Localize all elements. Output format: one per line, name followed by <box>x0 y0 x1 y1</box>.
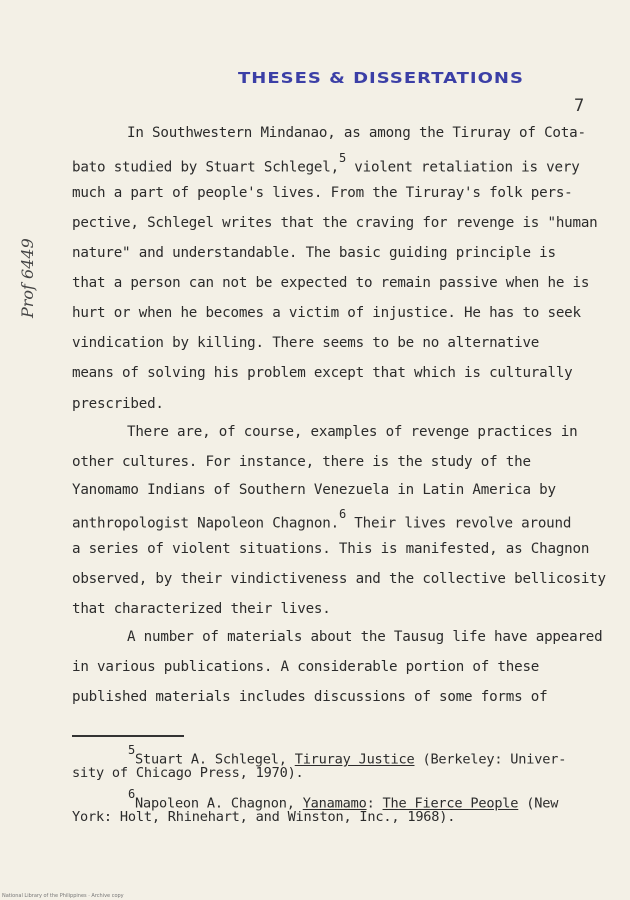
footnote-title: The Fierce People <box>382 795 519 812</box>
body-text: Their lives revolve around <box>345 515 572 532</box>
footnote-title: Tiruray Justice <box>294 751 415 768</box>
body-line: There are, of course, examples of revenge practices in <box>127 424 578 440</box>
body-text: anthropologist Napoleon Chagnon. <box>72 515 339 532</box>
body-line: that a person can not be expected to remain passive when he is <box>72 275 590 291</box>
page-number: 7 <box>574 96 585 116</box>
scan-footer: National Library of the Philippines · Archive copy <box>2 893 124 899</box>
body-line: vindication by killing. There seems to be no alternative <box>72 335 540 351</box>
body-line: other cultures. For instance, there is the study of the <box>72 454 531 470</box>
body-line: Yanomamo Indians of Southern Venezuela in Latin America by <box>72 482 556 498</box>
body-line: A number of materials about the Tausug life have appeared <box>127 629 603 645</box>
body-line: much a part of people's lives. From the Tiruray's folk pers- <box>72 185 573 201</box>
footnote-marker: 5 <box>128 743 136 757</box>
body-line: published materials includes discussions of some forms of <box>72 689 548 705</box>
footnote-text: : <box>366 795 383 812</box>
body-line: hurt or when he becomes a victim of injustice. He has to seek <box>72 305 581 321</box>
body-text: violent retaliation is very <box>345 159 580 176</box>
footnote-ref: 6 <box>338 507 346 521</box>
body-line: a series of violent situations. This is manifested, as Chagnon <box>72 541 590 557</box>
footnote-text: (Berkeley: Univer- <box>414 751 567 768</box>
body-line: nature" and understandable. The basic guiding principle is <box>72 245 556 261</box>
body-line: prescribed. <box>72 396 164 412</box>
footnote-ref: 5 <box>338 151 346 165</box>
body-line: pective, Schlegel writes that the craving for revenge is "human <box>72 215 598 231</box>
footnote-marker: 6 <box>128 787 136 801</box>
theses-dissertations-stamp: THESES & DISSERTATIONS <box>238 69 524 88</box>
footnote-5-line2: sity of Chicago Press, 1970). <box>72 765 304 781</box>
handwritten-margin-note: Prof 6449 <box>18 238 37 318</box>
body-line: that characterized their lives. <box>72 601 331 617</box>
body-line: In Southwestern Mindanao, as among the Tiruray of Cota- <box>127 125 586 141</box>
footnote-text: (New <box>518 795 559 812</box>
body-line <box>72 151 580 176</box>
footnote-separator <box>72 735 184 737</box>
body-line <box>72 507 572 532</box>
body-text: bato studied by Stuart Schlegel, <box>72 159 339 176</box>
footnote-author: Napoleon A. Chagnon, <box>135 795 303 812</box>
footnote-title: Yanamamo <box>302 795 367 812</box>
body-line: means of solving his problem except that which is culturally <box>72 365 573 381</box>
body-line: observed, by their vindictiveness and the collective bellicosity <box>72 571 606 587</box>
body-line: in various publications. A considerable portion of these <box>72 659 540 675</box>
footnote-6-line2: York: Holt, Rhinehart, and Winston, Inc., 1968). <box>72 809 456 825</box>
footnote-author: Stuart A. Schlegel, <box>135 751 295 768</box>
